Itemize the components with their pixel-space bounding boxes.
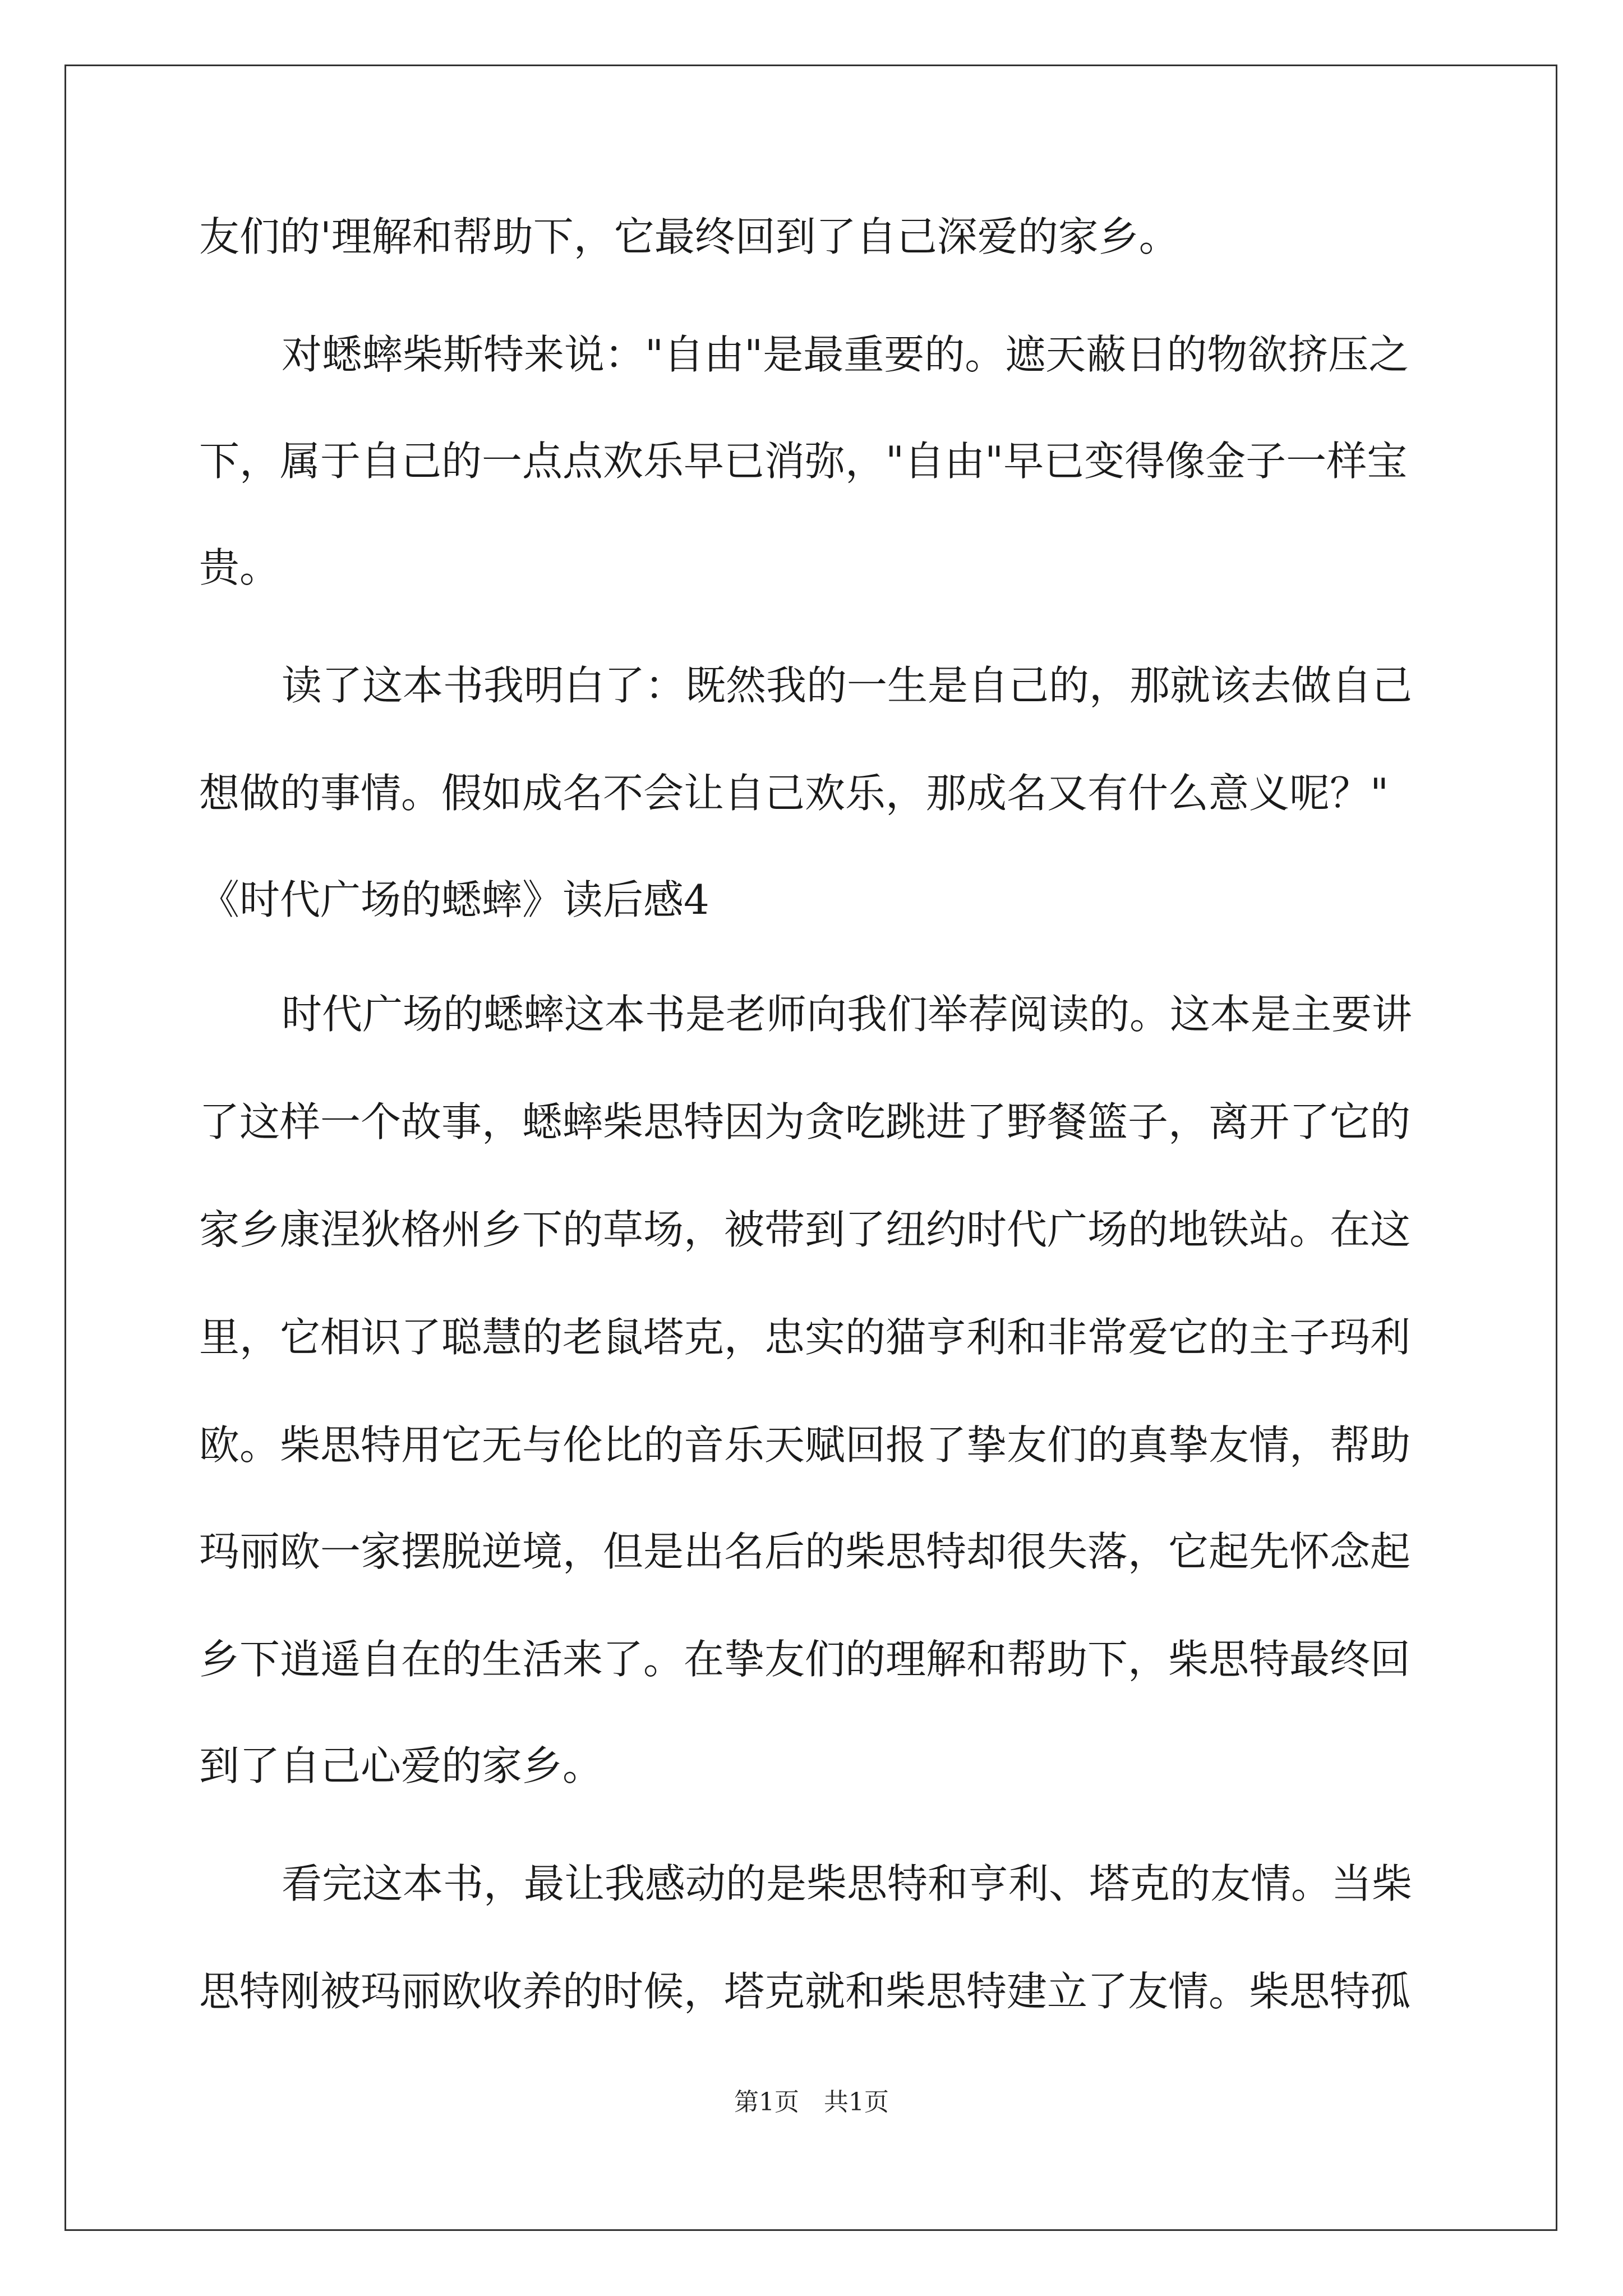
text-line: 玛丽欧一家摆脱逆境，但是出名后的柴思特却很失落，它起先怀念起 <box>199 1528 1411 1575</box>
paragraph-first-line: 看完这本书，最让我感动的是柴思特和亨利、塔克的友情。当柴 <box>282 1860 1413 1907</box>
paragraph-first-line: 读了这本书我明白了：既然我的一生是自己的，那就该去做自己 <box>282 662 1413 709</box>
text-line: 下，属于自己的一点点欢乐早已消弥，"自由"早已变得像金子一样宝 <box>199 438 1408 485</box>
paragraph-first-line: 时代广场的蟋蟀这本书是老师向我们举荐阅读的。这本是主要讲 <box>282 991 1413 1038</box>
text-line: 友们的'理解和帮助下，它最终回到了自己深爱的家乡。 <box>199 213 1179 260</box>
text-line: 了这样一个故事，蟋蟀柴思特因为贪吃跳进了野餐篮子，离开了它的 <box>199 1098 1411 1145</box>
text-line: 欧。柴思特用它无与伦比的音乐天赋回报了挚友们的真挚友情，帮助 <box>199 1421 1411 1469</box>
section-heading: 《时代广场的蟋蟀》读后感4 <box>199 876 709 923</box>
text-line: 贵。 <box>199 544 280 591</box>
paragraph-first-line: 对蟋蟀柴斯特来说："自由"是最重要的。遮天蔽日的物欲挤压之 <box>282 331 1409 378</box>
text-line: 想做的事情。假如成名不会让自己欢乐，那成名又有什么意义呢？" <box>199 770 1389 817</box>
text-line: 到了自己心爱的家乡。 <box>199 1742 603 1789</box>
text-line: 里，它相识了聪慧的老鼠塔克，忠实的猫亨利和非常爱它的主子玛利 <box>199 1314 1411 1361</box>
page-number-footer: 第1页 共1页 <box>734 2088 889 2116</box>
text-line: 家乡康涅狄格州乡下的草场，被带到了纽约时代广场的地铁站。在这 <box>199 1206 1411 1253</box>
text-line: 思特刚被玛丽欧收养的时候，塔克就和柴思特建立了友情。柴思特孤 <box>199 1968 1411 2015</box>
text-line: 乡下逍遥自在的生活来了。在挚友们的理解和帮助下，柴思特最终回 <box>199 1636 1411 1683</box>
